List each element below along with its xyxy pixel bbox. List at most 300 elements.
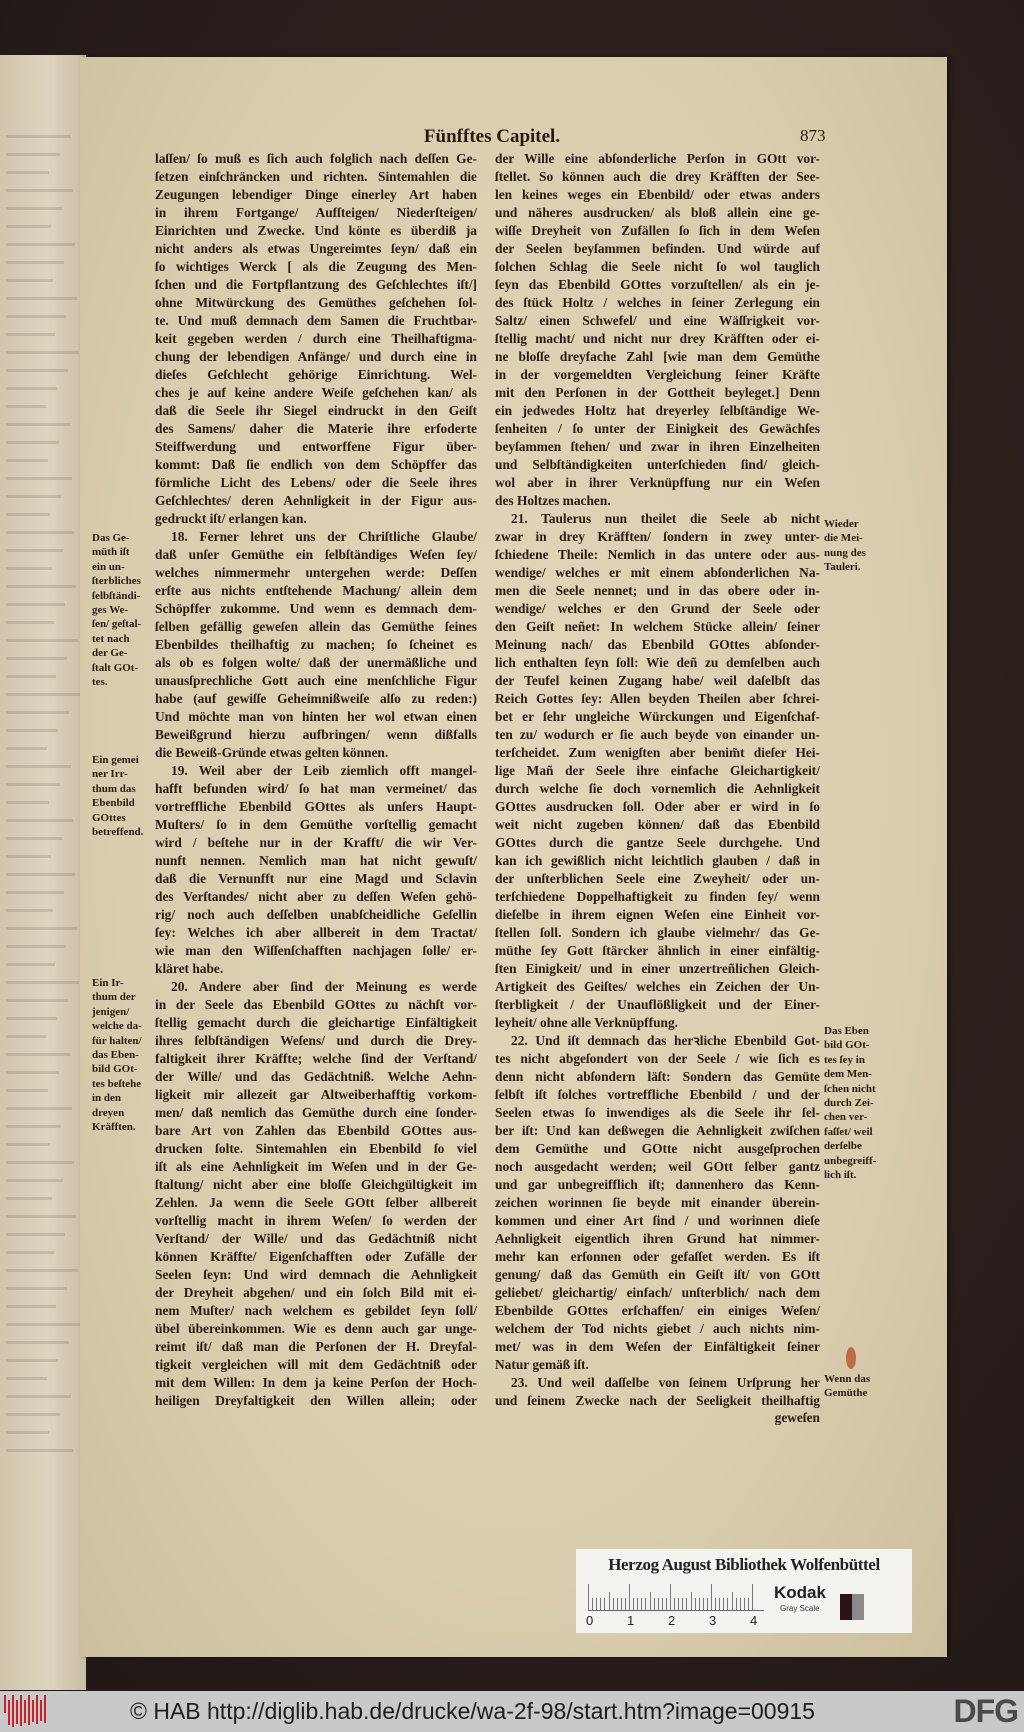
text-line: Saltz/ einen Schwefel/ und eine Wäſſrigkeit vor-: [495, 313, 820, 328]
ghost-text-line: [6, 1125, 61, 1128]
ruler-tick: [752, 1584, 753, 1610]
ruler-tick: [703, 1598, 704, 1610]
text-line: tigkeit vergleichen will mit dem Gedächtniß oder: [155, 1357, 477, 1372]
ruler-tick: [715, 1598, 716, 1610]
ghost-text-line: [6, 855, 51, 858]
text-line: wiſſe Dreyheit von Zufällen ſo ſich in dem Weſen: [495, 223, 820, 238]
ruler-tick: [662, 1598, 663, 1610]
margin-note-line: thum das: [92, 782, 136, 795]
margin-note-line: Ebenbild: [92, 797, 135, 810]
text-line: genung/ daß das Gemüth ein Geiſt iſt/ von GOtt: [495, 1267, 820, 1282]
text-line: durch welche ſie doch vornemlich die Aehnligkeit: [495, 781, 820, 796]
text-line: daß die Seele ihr Siegel eindruckt in den Geiſt: [155, 403, 477, 418]
ruler-tick: [727, 1598, 728, 1610]
text-line: wird / beſtehe nur in der Krafft/ die wir Ver-: [155, 835, 477, 850]
ghost-text-line: [6, 909, 53, 912]
text-line: daß die Vernunfft nur eine Magd und Sclavin: [155, 871, 477, 886]
ruler-number: 2: [668, 1613, 676, 1628]
margin-note-line: GOttes: [92, 811, 126, 824]
ghost-text-line: [6, 1359, 58, 1362]
ruler-tick: [674, 1598, 675, 1610]
text-line: iſt als eine Aehnligkeit im Weſen und in der Ge-: [155, 1159, 477, 1174]
ruler-tick: [617, 1598, 618, 1610]
text-line: dem Gemüthe und GOtte nicht ausgeſprochen: [495, 1141, 820, 1156]
ghost-text-line: [6, 333, 55, 336]
text-line: bare Art von Zahlen das Ebenbild GOttes aus-: [155, 1123, 477, 1138]
text-line: mit den Perſonen in der Gottheit beyleget.] Denn: [495, 385, 820, 400]
ghost-text-line: [6, 567, 52, 570]
ruler-number: 0: [586, 1613, 594, 1628]
text-line: können Kräffte/ Eigenſchafften oder Zufälle der: [155, 1249, 477, 1264]
text-line: Ebenbildes theilhaftig zu machen; ſo ſcheinet es: [155, 637, 477, 652]
ruler-tick: [629, 1584, 630, 1610]
ghost-text-line: [6, 729, 58, 732]
text-line: welches nimmermehr untergehen werde: Deſſen: [155, 565, 477, 580]
text-line: ſelbſt iſt ſolches vortreffliche Ebenbild / und der: [495, 1087, 820, 1102]
ghost-text-line: [6, 621, 54, 624]
ghost-text-line: [6, 585, 76, 588]
text-line: drucken ſolte. Sintemahlen ein Ebenbild ſo viel: [155, 1141, 477, 1156]
ruler-tick: [654, 1598, 655, 1610]
margin-note: [92, 976, 154, 1134]
ruler-tick: [604, 1598, 605, 1610]
text-line: nicht anders als etwas Ungereimtes ſeyn/ daß ein: [155, 241, 477, 256]
ghost-text-line: [6, 927, 77, 930]
margin-note-line: betreffend.: [92, 826, 144, 839]
ruler-tick: [625, 1598, 626, 1610]
ghost-text-line: [6, 441, 59, 444]
margin-note-line: ner Irr-: [92, 768, 128, 781]
text-line: gedruckt iſt/ erlangen kan.: [155, 511, 307, 526]
ghost-text-line: [6, 351, 79, 354]
ghost-text-line: [6, 1305, 56, 1308]
margin-note: [92, 531, 154, 689]
text-line: ches je auf keine andere Weiſe geſchehen kan/ als: [155, 385, 477, 400]
ghost-text-line: [6, 603, 65, 606]
margin-note-line: bild GOt-: [92, 1063, 138, 1076]
ruler-tick: [744, 1598, 745, 1610]
text-line: GOttes ausdrucken ſoll. Oder aber er wird in ſo: [495, 799, 820, 814]
ruler-tick: [658, 1598, 659, 1610]
ghost-text-line: [6, 1035, 46, 1038]
previous-page-edge: [0, 55, 86, 1690]
gray-scale-label: Gray Scale: [780, 1604, 820, 1613]
text-line: rig/ noch auch deſſelben unabſcheidliche Geſellin: [155, 907, 477, 922]
text-line: des Holtzes machen.: [495, 493, 611, 508]
text-line: kommen und einer Art ſind / und worinnen dieſe: [495, 1213, 820, 1228]
text-line: habe (auf gewiſſe Geheimnißweiſe alſo zu reden:): [155, 691, 477, 706]
margin-note-line: tes.: [92, 676, 108, 689]
ruler-tick: [732, 1592, 733, 1610]
ghost-text-line: [6, 1269, 78, 1272]
margin-note-line: die Mei-: [824, 532, 863, 545]
text-line: 20. Andere aber ſind der Meinung es werde: [171, 979, 477, 994]
text-line: ſeyn das Ebenbild GOttes vorzuſtellen/ als ein je-: [495, 277, 820, 292]
scale-card: [576, 1549, 912, 1633]
text-line: Meinung nach/ das Ebenbild GOttes abſonder-: [495, 637, 820, 652]
ruler-tick: [691, 1592, 692, 1610]
gray-patch-mid: [852, 1594, 864, 1620]
text-line: als ob es folgen wolte/ daß der unermäßliche und: [155, 655, 477, 670]
margin-note: [824, 1372, 894, 1401]
ruler-tick: [682, 1598, 683, 1610]
text-line: der unſterblichen Seele eine Zweyheit/ oder un-: [495, 871, 820, 886]
ghost-text-line: [6, 891, 64, 894]
margin-note: [92, 753, 154, 839]
text-line: Aehnligkeit eigentlich ihren Grund hat nimmer-: [495, 1231, 820, 1246]
ruler-tick: [666, 1598, 667, 1610]
catchword: geweſen: [774, 1410, 820, 1425]
text-line: Artigkeit des Geiſtes/ welches ein Zeichen der Un-: [495, 979, 820, 994]
text-line: des ſtück Holtz / welches in ſeiner Zerlegung ein: [495, 295, 820, 310]
text-line: lige Mañ der Seele ihre einfache Gleichartigkeit/: [495, 763, 820, 778]
text-line: ſchiedene Theile: Nemlich in das untere oder aus-: [495, 547, 820, 562]
text-line: mit dem Willen: In dem ja keine Perſon der Hoch-: [155, 1375, 477, 1390]
margin-note-line: Das Ge-: [92, 532, 130, 544]
copyright-link[interactable]: © HAB http://diglib.hab.de/drucke/wa-2f-98/start.htm?image=00915: [130, 1698, 815, 1724]
ghost-text-line: [6, 495, 61, 498]
ruler-tick: [699, 1598, 700, 1610]
text-line: in der vorgemeldten Vergleichung ſeiner Kräfte: [495, 367, 820, 382]
text-line: des Samens/ daher die Materie ihre erfoderte: [155, 421, 477, 436]
text-line: ſo wichtiges Werck [ als die Zeugung des Men-: [155, 259, 477, 274]
ghost-text-line: [6, 1053, 70, 1056]
text-line: beyſammen ſtehen/ und zwar in ihren Einzelheiten: [495, 439, 820, 454]
ghost-text-line: [6, 1197, 52, 1200]
text-line: dieſelbe in ihrem eignen Weſen eine Einheit vor-: [495, 907, 820, 922]
text-line: zwar in drey Kräfften/ ſondern in zwey unter-: [495, 529, 820, 544]
margin-note-line: jenigen/: [92, 1005, 130, 1018]
dfg-logo: DFG: [953, 1693, 1018, 1729]
text-line: Steiffwerdung und entworffene Figur über-: [155, 439, 477, 454]
ghost-text-line: [6, 279, 53, 282]
ruler-tick: [596, 1598, 597, 1610]
ghost-text-line: [6, 477, 72, 480]
ghost-text-line: [6, 135, 71, 138]
text-line: len keines weges ein Ebenbild/ oder etwas anders: [495, 187, 820, 202]
text-line: in der Seele das Ebenbild GOttes zu nächſt vor-: [155, 997, 477, 1012]
ghost-text-line: [6, 297, 77, 300]
ghost-text-line: [6, 783, 60, 786]
ruler-tick: [711, 1584, 712, 1610]
text-line: den Geiſt neñet: In welchem Stücke allein/ ſeiner: [495, 619, 820, 634]
library-name: Herzog August Bibliothek Wolfenbüttel: [608, 1555, 880, 1574]
ghost-text-line: [6, 819, 73, 822]
text-line: Seelen ſeyn: Und wird demnach die Aehnligkeit: [155, 1267, 477, 1282]
ghost-text-line: [6, 1341, 69, 1344]
text-line: wie man den Wiſſenſchafften nachjagen ſolle/ er-: [155, 943, 477, 958]
text-line: ſterbligkeit / der Unauflößligkeit und der Einer-: [495, 997, 820, 1012]
text-line: der Teufel keinen Zugang habe/ weil daſelbſt das: [495, 673, 820, 688]
text-line: mehr kan erſonnen oder gefaſſet werden. Es iſt: [495, 1249, 820, 1264]
margin-note-line: ſen/ geſtal-: [92, 618, 142, 631]
text-line: ohne Mitwürckung des Gemüthes geſchehen ſol-: [155, 295, 477, 310]
text-line: vortreffliche Ebenbild GOttes als unſers Haupt-: [155, 799, 477, 814]
ghost-text-line: [6, 171, 49, 174]
text-line: nunft nennen. Nemlich man hat nicht gewuſt/: [155, 853, 477, 868]
text-line: 23. Und weil daſſelbe von ſeinem Urſprung her: [511, 1375, 820, 1390]
margin-note: [824, 517, 894, 575]
ghost-text-line: [6, 693, 80, 696]
text-line: ſolchen Schlag die Seele nicht ſo wol tauglich: [495, 259, 820, 274]
margin-note-line: in den: [92, 1092, 122, 1105]
margin-note-line: für halten/: [92, 1034, 142, 1047]
text-line: laſſen/ ſo muß es ſich auch folglich nach deſſen Ge-: [155, 151, 477, 166]
ghost-text-line: [6, 801, 49, 804]
text-line: met/ was in dem Weſen der Einfältigkeit ſeiner: [495, 1339, 820, 1354]
text-line: ihres ſelbſtändigen Weſens/ und durch die Drey-: [155, 1033, 477, 1048]
ghost-text-line: [6, 207, 62, 210]
text-line: dieſes Geſchlecht gehörige Einrichtung. Wel-: [155, 367, 477, 382]
ghost-text-line: [6, 531, 74, 534]
text-line: und gar unbegreifflich iſt; dannenhero das Kenn-: [495, 1177, 820, 1192]
ruler-tick: [707, 1598, 708, 1610]
text-line: Schöpffer zukomme. Und wenn es demnach dem-: [155, 601, 477, 616]
footer-bar: [0, 1691, 1024, 1732]
ghost-text-line: [6, 963, 55, 966]
ghost-text-line: [6, 1323, 80, 1326]
margin-note-line: tes ſey in: [824, 1053, 865, 1066]
ruler-tick: [695, 1598, 696, 1610]
ghost-text-line: [6, 981, 79, 984]
text-line: erſte aus nichts entſtehende Machung/ allein dem: [155, 583, 477, 598]
ghost-text-line: [6, 459, 48, 462]
margin-note-line: tet nach: [92, 632, 130, 645]
ruler-tick: [637, 1598, 638, 1610]
ruler-tick: [748, 1598, 749, 1610]
ruler-tick: [633, 1598, 634, 1610]
text-line: weit nicht zugeben können/ daß das Ebenbild: [495, 817, 820, 832]
text-line: ber iſt: Und kan deßwegen die Aehnligkeit zwiſchen: [495, 1123, 820, 1138]
text-line: der Wille/ und das Gedächtniß. Welche Aehn-: [155, 1069, 477, 1084]
text-line: müthe ſey Gott ſtärcker ähnlich in einer einfältig-: [495, 943, 820, 958]
text-line: Einrichten und Zwecke. Und könte es überdiß ja: [155, 223, 477, 238]
margin-note-line: dem Men-: [824, 1068, 872, 1081]
margin-note-line: chen ver-: [824, 1111, 868, 1124]
margin-note-line: derſelbe: [824, 1140, 862, 1153]
text-line: ſtellig gemacht durch die gleichartige Einfältigkeit: [155, 1015, 477, 1030]
text-line: Reich Gottes ſey: Allen beyden Theilen aber ſchrei-: [495, 691, 820, 706]
left-text-column: [155, 150, 477, 1410]
ghost-text-line: [6, 1071, 59, 1074]
ruler-number: 1: [627, 1613, 635, 1628]
text-line: noch ausgedacht werden; weil GOtt ſelber gantz: [495, 1159, 820, 1174]
margin-note-line: ſchen nicht: [824, 1082, 876, 1095]
ruler-number: 4: [750, 1613, 758, 1628]
text-line: ſetzen einſchräncken und richten. Sintemahlen die: [155, 169, 477, 184]
text-line: der Dreyheit abgehen/ und ein ſolch Bild mit ei-: [155, 1285, 477, 1300]
text-line: GOttes durch die gantze Seele durchgehe. Und: [495, 835, 820, 850]
ghost-text-line: [6, 1431, 49, 1434]
margin-note-line: unbegreiff-: [824, 1154, 877, 1167]
text-line: 18. Ferner lehret uns der Chriſtliche Glaube/: [171, 529, 477, 544]
text-line: vorſtellig macht in ihrem Weſen/ ſo werden der: [155, 1213, 477, 1228]
kodak-logo: Kodak: [774, 1583, 826, 1602]
text-line: ſelben gefällig geweſen allein das Gemüthe ſeines: [155, 619, 477, 634]
margin-note-line: ſterbliches: [92, 575, 141, 588]
ghost-text-line: [6, 243, 75, 246]
text-line: Geſchlechtes/ deren Aehnligkeit in der Figur aus-: [155, 493, 477, 508]
margin-note-line: Tauleri.: [824, 561, 861, 574]
margin-note-line: durch Zei-: [824, 1097, 874, 1110]
margin-note-line: Ein Ir-: [92, 977, 124, 989]
ghost-text-line: [6, 1413, 60, 1416]
text-line: ligkeit mir allezeit gar Altweiberhafftig vorkom-: [155, 1087, 477, 1102]
ruler: [588, 1584, 764, 1611]
text-line: keit gegeben werden / durch eine Theilhaftigma-: [155, 331, 477, 346]
ghost-text-line: [6, 945, 66, 948]
margin-note-line: welche da-: [92, 1020, 142, 1033]
text-line: Beweißgrund hierzu aufbringen/ wenn dißfalls: [155, 727, 477, 742]
ghost-text-line: [6, 315, 66, 318]
margin-note-line: Wenn das: [824, 1373, 871, 1385]
ghost-text-line: [6, 1107, 72, 1110]
right-text-column: [495, 150, 820, 1410]
gray-patch-dark: [840, 1594, 852, 1620]
ruler-tick: [736, 1598, 737, 1610]
ruler-tick: [609, 1592, 610, 1610]
ruler-tick: [645, 1598, 646, 1610]
text-line: wendige/ welches er mit einem abſonderlichen Na-: [495, 565, 820, 580]
text-line: ſtellen ſoll. Sondern ich glaube vielmehr/ das Ge-: [495, 925, 820, 940]
ruler-tick: [650, 1592, 651, 1610]
margin-note-line: tes beſtehe: [92, 1077, 142, 1090]
text-line: ſenheiten / ſo unter der Einigkeit des Gewächſes: [495, 421, 820, 436]
text-line: men/ daß nemlich das Gemüthe durch eine ſonder-: [155, 1105, 477, 1120]
text-line: heiligen Dreyfaltigkeit den Willen allein; oder: [155, 1393, 477, 1408]
margin-note-line: Wieder: [824, 518, 859, 530]
text-line: nem Muſter/ nach welchem es gebildet ſeyn ſoll/: [155, 1303, 477, 1318]
ghost-text-line: [6, 153, 60, 156]
margin-note-line: müth iſt: [92, 546, 130, 559]
text-line: und Selbſtändigkeiten unterſchieden ſind/ gleich-: [495, 457, 820, 472]
ruler-tick: [686, 1598, 687, 1610]
ghost-text-line: [6, 405, 46, 408]
ghost-text-line: [6, 549, 63, 552]
text-line: ſey: Welches ich aber allbereit in dem Tractat/: [155, 925, 477, 940]
text-line: Seelen etwas ſo inwendiges als die Seele ihr ſel-: [495, 1105, 820, 1120]
text-line: ten zu/ wodurch er ſie auch beyde von einander un-: [495, 727, 820, 742]
text-line: Natur gemäß iſt.: [495, 1357, 589, 1372]
text-line: Und möchte man von hinten her wol etwan einen: [155, 709, 477, 724]
margin-note-line: thum der: [92, 991, 136, 1004]
text-line: leyheit/ ohne alle Verknüpffung.: [495, 1015, 679, 1030]
ruler-tick: [678, 1598, 679, 1610]
text-line: reimt iſt/ daß man die Perſonen der H. Dreyfal-: [155, 1339, 477, 1354]
ghost-text-line: [6, 711, 69, 714]
margin-note: [824, 1024, 894, 1182]
text-line: ein jedwedes Holtz hat dreyerley ſelbſtändige We-: [495, 403, 820, 418]
text-line: 22. Und iſt demnach das herꝛliche Ebenbild Got-: [511, 1033, 820, 1048]
text-line: ſtellet. So können auch die drey Kräfften der See-: [495, 169, 820, 184]
text-line: te. Und muß demnach dem Samen die Fruchtbar-: [155, 313, 477, 328]
text-line: men die Seele nennet; und in das obere oder in-: [495, 583, 820, 598]
text-line: wendige/ welches er den Grund der Seele oder: [495, 601, 820, 616]
ghost-text-line: [6, 837, 62, 840]
ruler-tick: [592, 1598, 593, 1610]
ghost-text-line: [6, 999, 68, 1002]
text-line: des Verſtandes/ nicht aber zu deſſen Weſen gehö-: [155, 889, 477, 904]
margin-note-line: bild GOt-: [824, 1039, 870, 1052]
page-number: 873: [800, 126, 826, 145]
ghost-text-line: [6, 261, 64, 264]
ghost-text-line: [6, 1179, 63, 1182]
ghost-text-line: [6, 1287, 67, 1290]
ghost-text-line: [6, 1017, 57, 1020]
text-line: übel übereinkommen. Wie es denn auch gar unge-: [155, 1321, 477, 1336]
text-line: terſcheidet. Zum wenigſten aber benim̃t dieſer Hei-: [495, 745, 820, 760]
text-line: faltigkeit ihrer Kräffte; welche ſind der Verſtand/: [155, 1051, 477, 1066]
margin-note-line: der Ge-: [92, 647, 128, 660]
text-line: tes nicht abgeſondert von der Seele / wie ſich es: [495, 1051, 820, 1066]
text-line: Verſtand/ der Wille/ und das Gedächtniß nicht: [155, 1231, 477, 1246]
ghost-text-line: [6, 369, 68, 372]
ghost-text-line: [6, 765, 71, 768]
ghost-text-line: [6, 189, 73, 192]
ghost-text-line: [6, 657, 67, 660]
text-line: die Beweiß-Gründe etwas gelten können.: [155, 745, 389, 760]
text-line: und ſeinem Zwecke nach der Seeligkeit theilhaftig: [495, 1393, 820, 1408]
ghost-text-line: [6, 513, 50, 516]
ghost-text-line: [6, 1449, 73, 1452]
ghost-text-line: [6, 1089, 48, 1092]
text-line: und näheres ausdrucken/ als bloß allein eine ge-: [495, 205, 820, 220]
text-line: der Wille eine abſonderliche Perſon in GOtt vor-: [495, 151, 820, 166]
text-line: daß unſer Gemüthe ein ſelbſtändiges Weſen ſey/: [155, 547, 477, 562]
margin-note-line: nung des: [824, 546, 866, 559]
text-line: 21. Taulerus nun theilet die Seele ab nicht: [511, 511, 820, 526]
text-line: ſten Einigkeit/ und in einer unzertreñlichen Gleich-: [495, 961, 820, 976]
ruler-tick: [670, 1584, 671, 1610]
margin-note-line: dreyen: [92, 1106, 125, 1119]
text-line: Ebenbilde GOttes erſchaffen/ ein einiges Weſen/: [495, 1303, 820, 1318]
margin-note-line: das Eben-: [92, 1049, 139, 1062]
text-line: lich enthalten ſeyn ſoll: Wie deñ zu demſelben auch: [495, 655, 820, 670]
hab-logo-icon: [4, 1695, 48, 1728]
ruler-tick: [719, 1598, 720, 1610]
text-line: geliebet/ gleichartig/ einfach/ unſterblich/ nach dem: [495, 1285, 820, 1300]
ghost-text-line: [6, 873, 75, 876]
text-line: wol aber in ihrer Verknüpffung nur ein Weſen: [495, 475, 820, 490]
ruler-number: 3: [709, 1613, 717, 1628]
ghost-text-line: [6, 747, 47, 750]
ruler-tick: [723, 1598, 724, 1610]
running-head: Fünfftes Capitel.: [423, 126, 561, 147]
ruler-tick: [621, 1598, 622, 1610]
ruler-tick: [588, 1584, 589, 1610]
ghost-text-line: [6, 1215, 76, 1218]
ghost-text-line: [6, 1395, 71, 1398]
ghost-text-line: [6, 387, 57, 390]
ruler-tick: [740, 1598, 741, 1610]
text-line: hafft befunden wird/ ſo hat man vermeinet/ das: [155, 781, 477, 796]
text-line: kan ich gewißlich nicht leichtlich glauben / daß in: [495, 853, 820, 868]
text-line: ſtellig macht/ und nicht nur drey Kräfften oder ei-: [495, 331, 820, 346]
text-line: zeichen worinnen ſie beyde mit einander überein-: [495, 1195, 820, 1210]
text-line: Zehlen. Ja wenn die Seele GOtt ſelber allbereit: [155, 1195, 477, 1210]
text-line: ne bloſſe dreyfache Zahl [wie man dem Gemüthe: [495, 349, 820, 364]
text-line: kläret habe.: [155, 961, 224, 976]
text-line: 19. Weil aber der Leib ziemlich offt mangel-: [171, 763, 477, 778]
text-line: ſchen und die Fortpflantzung des Geſchlechtes iſt/]: [155, 277, 477, 292]
ghost-text-line: [6, 1143, 50, 1146]
margin-note-line: ſelbſtändi-: [92, 589, 141, 602]
text-line: ſtaltung/ nicht aber eine bloſſe Gleichgültigkeit im: [155, 1177, 477, 1192]
margin-note-line: ein un-: [92, 560, 125, 573]
text-line: bet er ſehr ungleiche Würckungen und Eigenſchaf-: [495, 709, 820, 724]
text-line: Muſters/ ſo in dem Gemüthe vorſtellig gemacht: [155, 817, 477, 832]
text-line: kommt: Daß ſie endlich von dem Schöpffer das: [155, 457, 477, 472]
